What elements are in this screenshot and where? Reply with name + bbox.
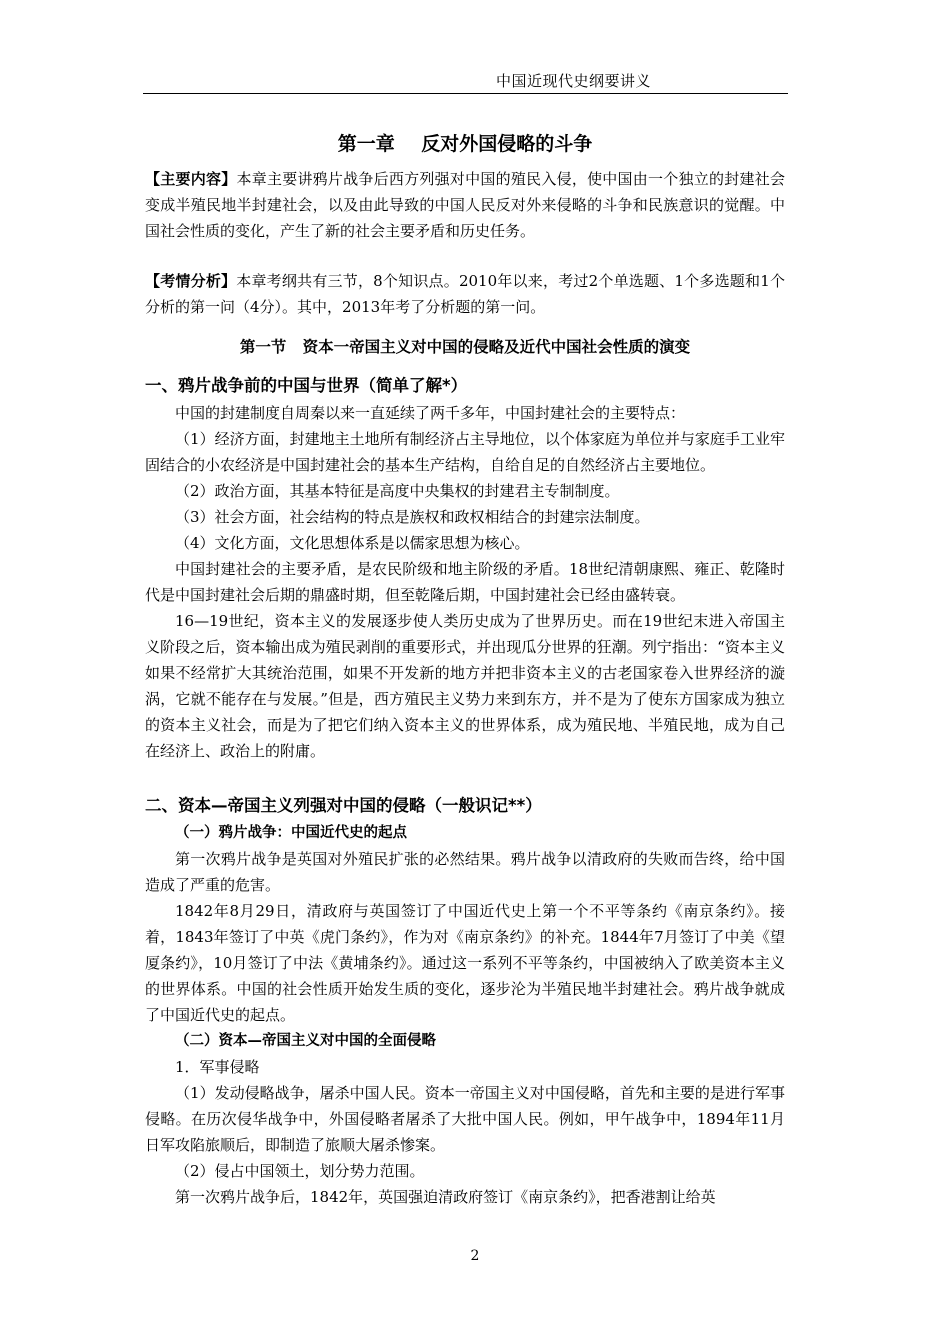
paragraph: 16—19世纪，资本主义的发展逐步使人类历史成为了世界历史。而在19世纪末进入帝国主义阶段之后，资本输出成为殖民剥削的重要形式，并出现瓜分世界的狂潮。列宁指出：“资本主义如果不经常扩大其统治范围，如果不开发新的地方并把非资本主义的古老国家卷入世界经济的漩涡，它就不能存在与发展。”但是，西方殖民主义势力来到东方，并不是为了使东方国家成为独立的资本主义社会，而是为了把它们纳入资本主义的世界体系，成为殖民地、半殖民地，成为自己在经济上、政治上的附庸。 (145, 612, 785, 760)
summary-paragraph (145, 166, 785, 244)
paragraph: 第一次鸦片战争是英国对外殖民扩张的必然结果。鸦片战争以清政府的失败而告终，给中国造成了严重的危害。 (145, 850, 785, 894)
page-content (145, 122, 785, 1210)
paragraph: 第一次鸦片战争后，1842年，英国强迫清政府签订《南京条约》，把香港割让给英 (175, 1188, 716, 1206)
paragraph: （1）发动侵略战争，屠杀中国人民。资本一帝国主义对中国侵略，首先和主要的是进行军事侵略。在历次侵华战争中，外国侵略者屠杀了大批中国人民。例如，甲午战争中，1894年11月日军攻陷旅顺后，即制造了旅顺大屠杀惨案。 (145, 1084, 785, 1154)
subsection-heading: （二）资本—帝国主义对中国的全面侵略 (175, 1033, 436, 1049)
exam-analysis-paragraph (145, 268, 785, 320)
spacer (145, 244, 785, 268)
section-title: 第一节 资本一帝国主义对中国的侵略及近代中国社会性质的演变 (239, 338, 691, 356)
running-header: 中国近现代史纲要讲义 (496, 72, 652, 90)
spacer (145, 764, 785, 788)
part2-heading: 二、资本—帝国主义列强对中国的侵略（一般识记**） (145, 796, 542, 815)
paragraph: （3）社会方面，社会结构的特点是族权和政权相结合的封建宗法制度。 (175, 508, 650, 526)
paragraph: 中国封建社会的主要矛盾，是农民阶级和地主阶级的矛盾。18世纪清朝康熙、雍正、乾隆时代是中国封建社会后期的鼎盛时期，但至乾隆后期，中国封建社会已经由盛转衰。 (145, 560, 785, 604)
paragraph: （2）侵占中国领土，划分势力范围。 (175, 1162, 425, 1180)
paragraph: （4）文化方面，文化思想体系是以儒家思想为核心。 (175, 534, 530, 552)
subsection-heading: （一）鸦片战争：中国近代史的起点 (175, 825, 407, 841)
part1-heading: 一、鸦片战争前的中国与世界（简单了解*） (145, 376, 468, 395)
paragraph: （2）政治方面，其基本特征是高度中央集权的封建君主专制制度。 (175, 482, 620, 500)
header-rule (143, 93, 788, 94)
summary-label: 【主要内容】 (145, 170, 237, 188)
chapter-title: 第一章 反对外国侵略的斗争 (337, 133, 593, 155)
exam-analysis-text: 本章考纲共有三节，8个知识点。2010年以来，考过2个单选题、1个多选题和1个分析的第一问（4分）。其中，2013年考了分析题的第一问。 (145, 272, 785, 316)
paragraph: 中国的封建制度自周秦以来一直延续了两千多年，中国封建社会的主要特点： (175, 404, 686, 422)
exam-analysis-label: 【考情分析】 (145, 272, 237, 290)
summary-text: 本章主要讲鸦片战争后西方列强对中国的殖民入侵，使中国由一个独立的封建社会变成半殖民地半封建社会，以及由此导致的中国人民反对外来侵略的斗争和民族意识的觉醒。中国社会性质的变化，产生了新的社会主要矛盾和历史任务。 (145, 170, 785, 240)
paragraph: 1842年8月29日，清政府与英国签订了中国近代史上第一个不平等条约《南京条约》。接着，1843年签订了中英《虎门条约》，作为对《南京条约》的补充。1844年7月签订了中美《望厦条约》，10月签订了中法《黄埔条约》。通过这一系列不平等条约，中国被纳入了欧美资本主义的世界体系。中国的社会性质开始发生质的变化，逐步沦为半殖民地半封建社会。鸦片战争就成了中国近代史的起点。 (145, 902, 785, 1024)
paragraph: 1．军事侵略 (175, 1058, 260, 1076)
page-number: 2 (470, 1248, 480, 1264)
paragraph: （1）经济方面，封建地主土地所有制经济占主导地位，以个体家庭为单位并与家庭手工业牢固结合的小农经济是中国封建社会的基本生产结构，自给自足的自然经济占主要地位。 (145, 430, 785, 474)
